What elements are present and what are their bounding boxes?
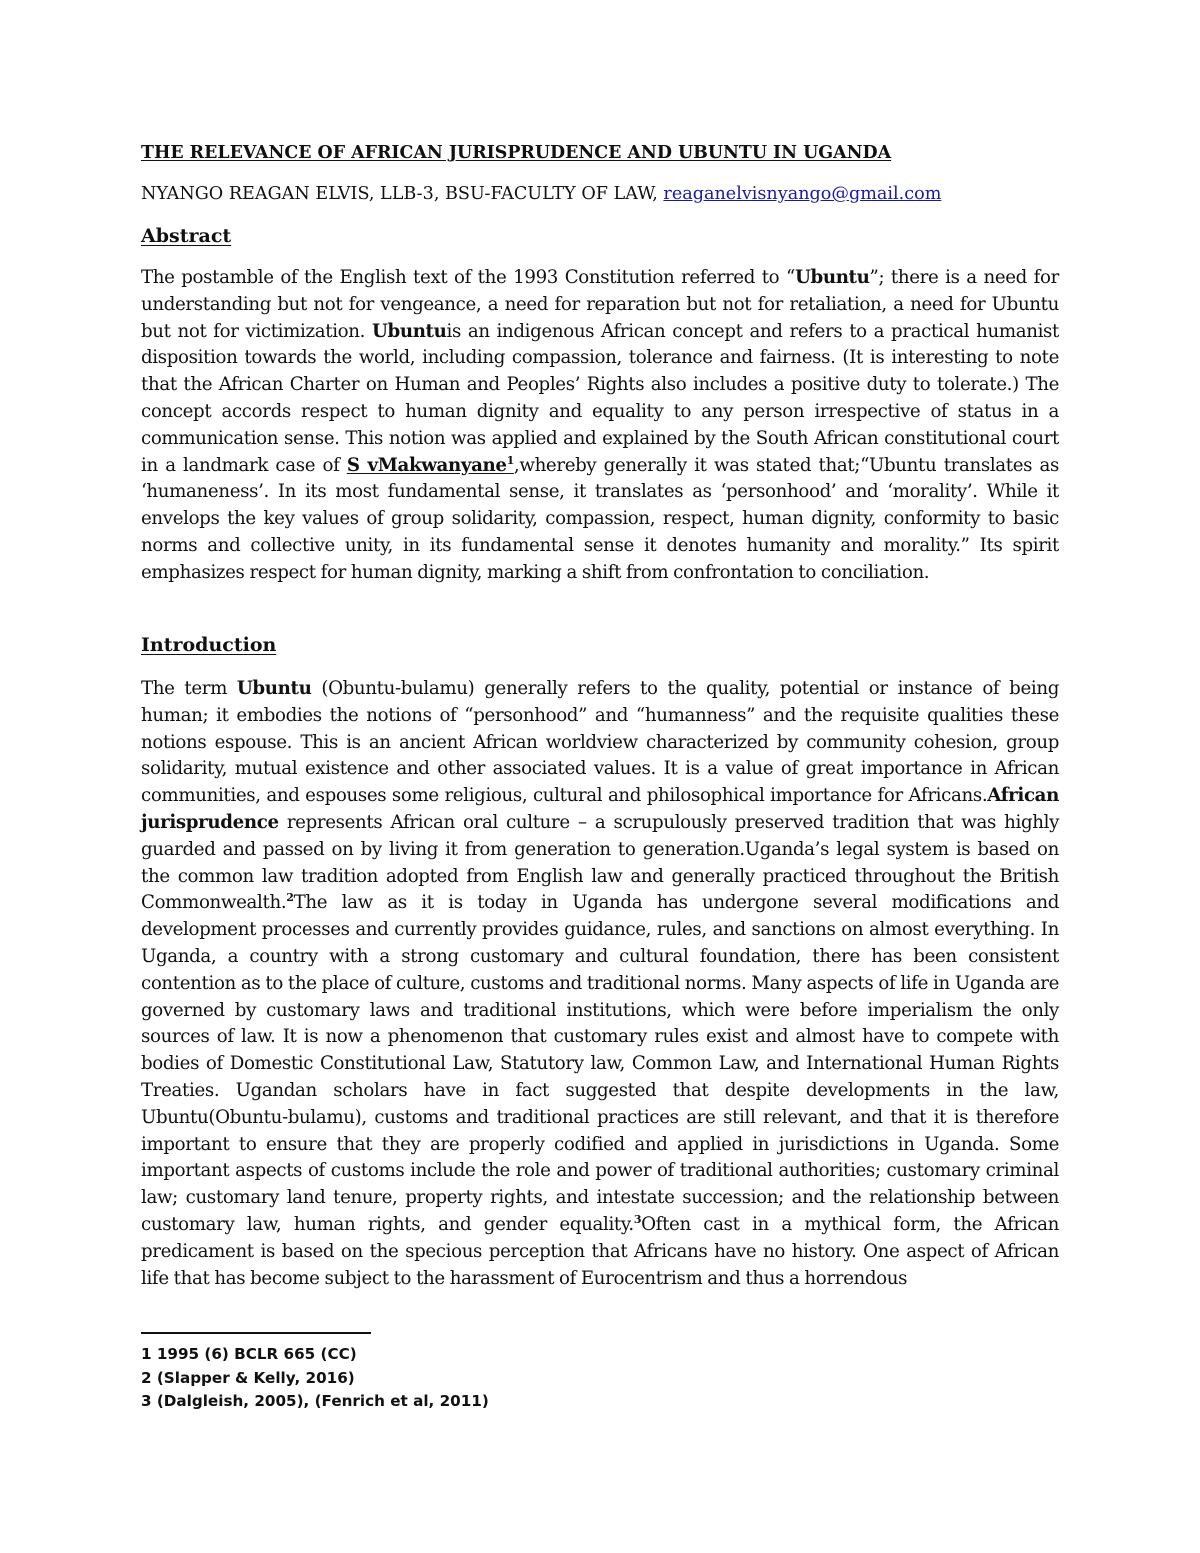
term-ubuntu: Ubuntu (794, 267, 870, 288)
footnote-2: 2 (Slapper & Kelly, 2016) (141, 1368, 355, 1387)
case-name: S vMakwanyane$^1$ (346, 453, 514, 476)
term-african-jurisprudence: African jurisprudence (141, 785, 1059, 833)
abstract-heading: Abstract (141, 225, 232, 247)
document-title: THE RELEVANCE OF AFRICAN JURISPRUDENCE AND UBUNTU IN UGANDA (141, 143, 892, 163)
abstract-paragraph: The postamble of the English text of the 1993 Constitution referred to “Ubuntu”; there is a need for understanding but not for vengeance, a need for reparation but not for retaliation, a need for Ubuntu but not for victimization. Ubuntuis an indigenous African concept and refers to a practical humanist disposition towards the world, including compassion, tolerance and fairness. (It is interesting to note that the African Charter on Human and Peoples’ Rights also includes a positive duty to tolerate.) The concept accords respect to human dignity and equality to any person irrespective of status in a communication sense. This notion was applied and explained by the South African constitutional court in a landmark case of S vMakwanyane$^1$,whereby generally it was stated that;“Ubuntu translates as ‘humaneness’. In its most fundamental sense, it translates as ‘personhood’ and ‘morality’. While it envelops the key values of group solidarity, compassion, respect, human dignity, conformity to basic norms and collective unity, in its fundamental sense it denotes humanity and morality.” Its spirit emphasizes respect for human dignity, marking a shift from confrontation to conciliation. (141, 267, 1059, 583)
introduction-heading: Introduction (141, 634, 277, 656)
footnote-ref-1[interactable]: 1 (506, 453, 514, 467)
author-details: NYANGO REAGAN ELVIS, LLB-3, BSU-FACULTY OF LAW, (141, 184, 664, 204)
footnotes (141, 1343, 489, 1414)
introduction-paragraph: The term Ubuntu (Obuntu-bulamu) generally refers to the quality, potential or instance of being human; it embodies the notions of “personhood” and “humanness” and the requisite qualities these notions espouse. This is an ancient African worldview characterized by community cohesion, group solidarity, mutual existence and other associated values. It is a value of great importance in African communities, and espouses some religious, cultural and philosophical importance for Africans.African jurisprudence represents African oral culture – a scrupulously preserved tradition that was highly guarded and passed on by living it from generation to generation.Uganda’s legal system is based on the common law tradition adopted from English law and generally practiced throughout the British Commonwealth.$^2$The law as it is today in Uganda has undergone several modifications and development processes and currently provides guidance, rules, and sanctions on almost everything. In Uganda, a country with a strong customary and cultural foundation, there has been consistent contention as to the place of culture, customs and traditional norms. Many aspects of life in Uganda are governed by customary laws and traditional institutions, which were before imperialism the only sources of law. It is now a phenomenon that customary rules exist and almost have to compete with bodies of Domestic Constitutional Law, Statutory law, Common Law, and International Human Rights Treaties. Ugandan scholars have in fact suggested that despite developments in the law, Ubuntu(Obuntu-bulamu), customs and traditional practices are still relevant, and that it is therefore important to ensure that they are properly codified and applied in jurisdictions in Uganda. Some important aspects of customs include the role and power of traditional authorities; customary criminal law; customary land tenure, property rights, and intestate succession; and the relationship between customary law, human rights, and gender equality.$^3$Often cast in a mythical form, the African predicament is based on the specious perception that Africans have no history. One aspect of African life that has become subject to the harassment of Eurocentrism and thus a horrendous (141, 678, 1060, 1289)
footnote-ref-3[interactable]: 3 (633, 1212, 642, 1226)
footnote-3: 3 (Dalgleish, 2005), (Fenrich et al, 2011) (141, 1392, 489, 1410)
footnote-ref-2[interactable]: 2 (286, 891, 294, 905)
footnote-1: 1 1995 (6) BCLR 665 (CC) (141, 1345, 357, 1363)
author-email-link[interactable]: reaganelvisnyango@gmail.com (663, 184, 942, 204)
term-ubuntu: Ubuntu (371, 320, 447, 342)
footnote-separator (141, 1332, 371, 1334)
term-ubuntu: Ubuntu (236, 678, 312, 699)
author-line (141, 184, 941, 204)
